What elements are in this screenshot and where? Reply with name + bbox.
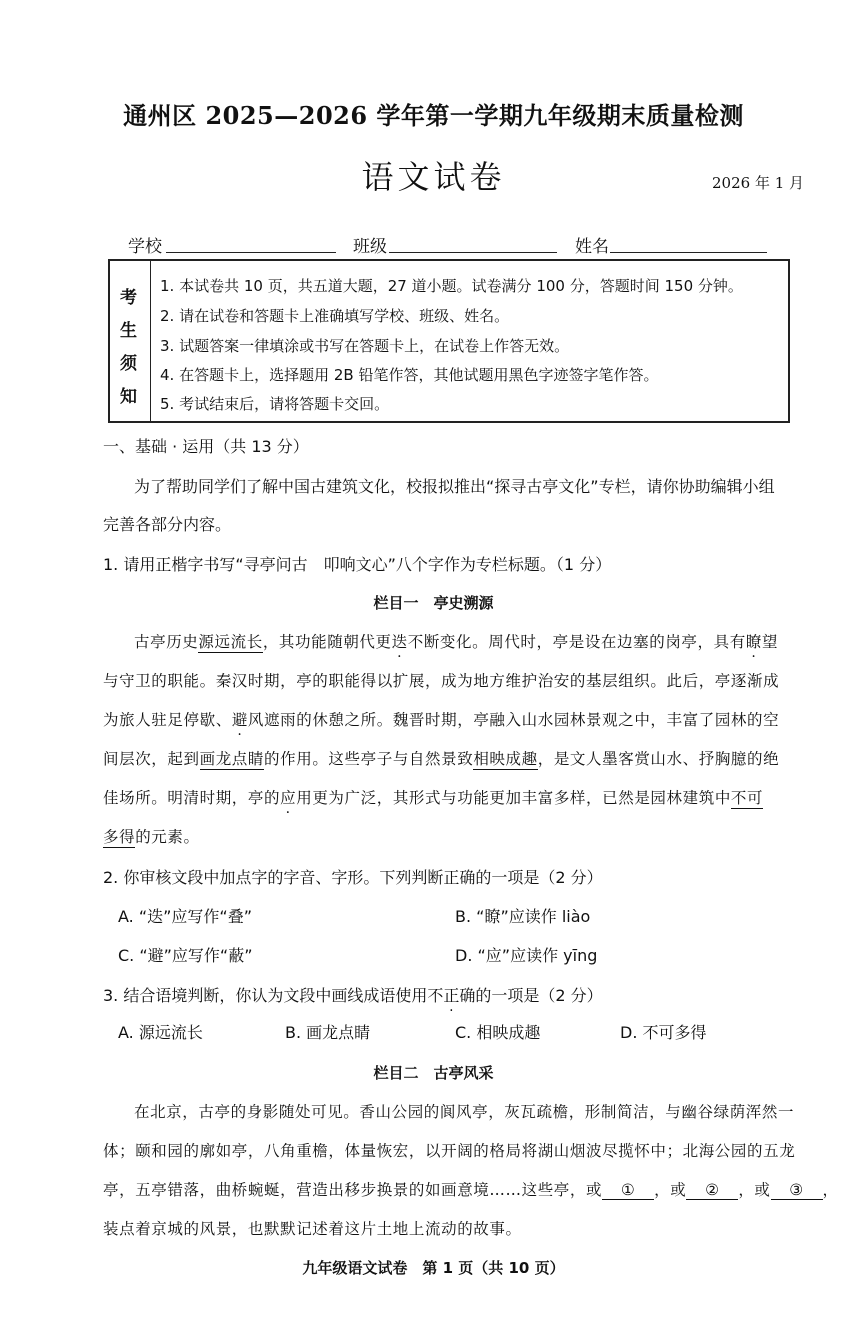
answer-blank-1: ① [602,1181,654,1200]
underlined-idiom: 多得 [103,828,136,846]
q3-option-c: C. 相映成趣 [455,1023,541,1042]
passage-text: 间层次，起到 [103,750,200,768]
dotted-char: 瞭 [745,633,762,651]
passage-line [103,1178,839,1200]
passage-text: 古亭历史 [134,633,199,651]
underlined-idiom: 不可 [730,789,764,807]
notice-item: 5. 考试结束后，请将答题卡交回。 [160,395,390,413]
passage-text: ， [822,1181,839,1199]
passage-text: 亭，五亭错落，曲桥蜿蜒，营造出移步换景的如画意境……这些亭，或 [103,1181,603,1199]
notice-item: 4. 在答题卡上，选择题用 2B 铅笔作答，其他试题用黑色字迹签字笔作答。 [160,366,659,384]
answer-blank-2: ② [686,1181,738,1200]
q3-option-a: A. 源远流长 [118,1023,203,1042]
exam-title: 通州区 2025—2026 学年第一学期九年级期末质量检测 [123,101,744,130]
answer-blank-3: ③ [771,1181,823,1200]
name-label: 姓名 [575,237,609,257]
passage-line: 与守卫的职能。秦汉时期，亭的职能得以扩展，成为地方维护治安的基层组织。此后，亭逐渐成 [103,672,780,690]
passage-text: 望 [761,633,779,651]
passage-line [103,747,779,769]
school-line [166,252,336,253]
dotted-emphasis: 不正确 [427,986,476,1005]
question-1: 1. 请用正楷字书写“寻亭问古 叩响文心”八个字作为专栏标题。（1 分） [103,555,612,574]
dotted-char: 避 [231,711,248,729]
passage-text: 的作用。这些亭子与自然景致 [264,750,474,768]
passage-line: 在北京，古亭的身影随处可见。香山公园的阆风亭，灰瓦疏檐，形制简洁，与幽谷绿荫浑然一 [134,1103,795,1121]
column-1-title: 栏目一 亭史溯源 [373,594,494,612]
question-text: 的一项是（2 分） [475,986,603,1005]
passage-line [103,786,763,808]
underlined-idiom: 相映成趣 [473,750,538,768]
question-3 [103,983,603,1006]
section-heading: 一、基础 · 运用（共 13 分） [103,437,309,456]
passage-text: 用更为广泛，其形式与功能更加丰富多样，已然是园林建筑中 [296,789,731,807]
underlined-idiom: 画龙点睛 [199,750,265,768]
notice-item: 2. 请在试卷和答题卡上准确填写学校、班级、姓名。 [160,307,510,325]
passage-text: 不断变化。周代时，亭是设在边塞的岗亭，具有 [407,633,746,651]
passage-text: ，或 [654,1181,687,1199]
class-label: 班级 [353,237,387,257]
q2-option-b: B. “瞭”应读作 liào [455,907,591,926]
q3-option-b: B. 画龙点睛 [285,1023,371,1042]
passage-text: 佳场所。明清时期，亭的 [103,789,281,807]
q2-option-d: D. “应”应读作 yīng [455,946,598,965]
dotted-char: 应 [280,789,297,807]
notice-box [108,259,790,423]
passage-line [134,630,778,652]
passage-text: ，其功能随朝代更 [262,633,392,651]
notice-side-label [110,261,151,421]
passage-line: 体；颐和园的廓如亭，八角重檐，体量恢宏，以开阔的格局将湖山烟波尽揽怀中；北海公园的五龙 [103,1142,796,1160]
intro-line: 完善各部分内容。 [103,515,232,534]
name-line [610,252,767,253]
passage-text: 风遮雨的休憩之所。魏晋时期，亭融入山水园林景观之中，丰富了园林的空 [247,711,780,729]
passage-line [103,825,200,847]
dotted-char: 迭 [391,633,408,651]
class-line [389,252,557,253]
passage-line [103,708,779,730]
passage-text: 为旅人驻足停歇、 [103,711,232,729]
q3-option-d: D. 不可多得 [620,1023,707,1042]
question-text: 3. 结合语境判断，你认为文段中画线成语使用 [103,986,428,1005]
notice-item: 3. 试题答案一律填涂或书写在答题卡上，在试卷上作答无效。 [160,337,570,355]
q2-option-a: A. “迭”应写作“叠” [118,907,252,926]
passage-line: 装点着京城的风景，也默默记述着这片土地上流动的故事。 [103,1220,522,1238]
notice-char: 生 [120,321,137,341]
question-2: 2. 你审核文段中加点字的字音、字形。下列判断正确的一项是（2 分） [103,868,603,887]
passage-text: ，或 [738,1181,771,1199]
school-label: 学校 [128,237,162,257]
notice-char: 知 [120,387,137,407]
q2-option-c: C. “避”应写作“蔽” [118,946,253,965]
exam-subtitle: 语文试卷 [361,158,506,196]
underlined-idiom: 源远流长 [198,633,263,651]
column-2-title: 栏目二 古亭风采 [373,1064,494,1082]
exam-date: 2026 年 1 月 [712,174,805,192]
passage-text: 的元素。 [135,828,200,846]
notice-item: 1. 本试卷共 10 页，共五道大题，27 道小题。试卷满分 100 分，答题时间 150 分钟。 [160,277,743,295]
passage-text: ，是文人墨客赏山水、抒胸臆的绝 [537,750,780,768]
intro-line: 为了帮助同学们了解中国古建筑文化，校报拟推出“探寻古亭文化”专栏，请你协助编辑小组 [134,477,775,496]
notice-char: 考 [120,288,137,308]
notice-char: 须 [120,354,137,374]
page-footer: 九年级语文试卷 第 1 页（共 10 页） [302,1259,565,1277]
